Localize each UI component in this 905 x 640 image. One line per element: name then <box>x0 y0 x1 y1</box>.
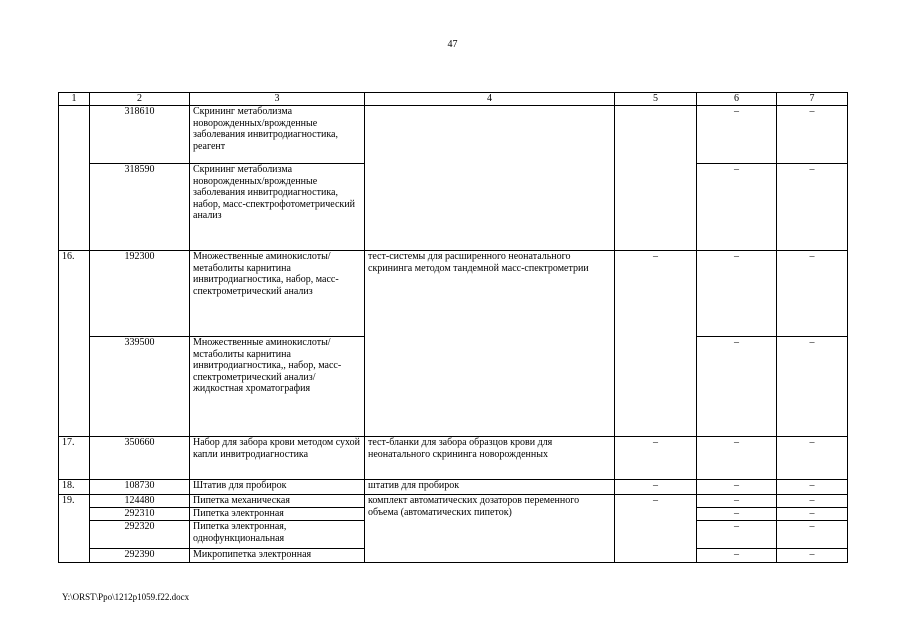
code-cell: 318590 <box>90 164 190 251</box>
row-number-cell <box>59 106 90 251</box>
col5-cell: – <box>615 495 697 563</box>
table-row <box>59 106 848 164</box>
header-cell: 2 <box>90 93 190 106</box>
col6-cell: – <box>697 251 777 337</box>
col7-cell: – <box>777 337 848 437</box>
row-number-cell: 19. <box>59 495 90 563</box>
page-number: 47 <box>447 39 458 50</box>
table-row <box>59 480 848 495</box>
col6-cell: – <box>697 549 777 563</box>
code-cell: 350660 <box>90 437 190 480</box>
col7-cell: – <box>777 549 848 563</box>
col6-cell: – <box>697 337 777 437</box>
col7-cell: – <box>777 480 848 495</box>
table-header-row <box>59 93 848 106</box>
name-cell: Микропипетка электронная <box>190 549 365 563</box>
col6-cell: – <box>697 521 777 549</box>
header-cell: 6 <box>697 93 777 106</box>
code-cell: 192300 <box>90 251 190 337</box>
code-cell: 292320 <box>90 521 190 549</box>
footer-file-path: Y:\ORST\Ppo\1212p1059.f22.docx <box>62 592 190 602</box>
col6-cell: – <box>697 437 777 480</box>
header-cell: 1 <box>59 93 90 106</box>
name-cell: Скрининг метаболизма новорожденных/врожденные заболевания инвитродиагностика, набор, масс-спектрофотометрический анализ <box>190 164 365 251</box>
name-cell: Множественные аминокислоты/метаболиты карнитина инвитродиагностика, набор, масс-спектрометрический анализ <box>190 251 365 337</box>
col7-cell: – <box>777 164 848 251</box>
col6-cell: – <box>697 164 777 251</box>
col6-cell: – <box>697 106 777 164</box>
col7-cell: – <box>777 508 848 521</box>
col7-cell: – <box>777 495 848 508</box>
description-cell: комплект автоматических дозаторов переменного объема (автоматических пипеток) <box>365 495 615 563</box>
row-number-cell: 18. <box>59 480 90 495</box>
name-cell: Множественные аминокислоты/мстаболиты карнитина инвитродиагностика,, набор, масс-спектрометрический анализ/жидкостная хроматография <box>190 337 365 437</box>
col5-cell: – <box>615 437 697 480</box>
document-table <box>58 92 848 563</box>
row-number-cell: 16. <box>59 251 90 437</box>
row-number-cell: 17. <box>59 437 90 480</box>
name-cell: Скрининг метаболизма новорожденных/врожденные заболевания инвитродиагностика, реагент <box>190 106 365 164</box>
description-cell: тест-системы для расширенного неонатального скрининга методом тандемной масс-спектрометрии <box>365 251 615 437</box>
code-cell: 292310 <box>90 508 190 521</box>
name-cell: Штатив для пробирок <box>190 480 365 495</box>
col5-cell: – <box>615 251 697 437</box>
code-cell: 108730 <box>90 480 190 495</box>
code-cell: 124480 <box>90 495 190 508</box>
description-cell: штатив для пробирок <box>365 480 615 495</box>
header-cell: 3 <box>190 93 365 106</box>
col7-cell: – <box>777 437 848 480</box>
name-cell: Пипетка электронная, однофункциональная <box>190 521 365 549</box>
col7-cell: – <box>777 521 848 549</box>
col7-cell: – <box>777 106 848 164</box>
col6-cell: – <box>697 508 777 521</box>
table-row <box>59 495 848 508</box>
table-row <box>59 251 848 337</box>
table-row <box>59 437 848 480</box>
name-cell: Пипетка электронная <box>190 508 365 521</box>
col6-cell: – <box>697 495 777 508</box>
col5-cell <box>615 106 697 251</box>
header-cell: 5 <box>615 93 697 106</box>
col5-cell: – <box>615 480 697 495</box>
col6-cell: – <box>697 480 777 495</box>
header-cell: 4 <box>365 93 615 106</box>
name-cell: Пипетка механическая <box>190 495 365 508</box>
description-cell <box>365 106 615 251</box>
code-cell: 339500 <box>90 337 190 437</box>
name-cell: Набор для забора крови методом сухой капли инвитродиагностика <box>190 437 365 480</box>
header-cell: 7 <box>777 93 848 106</box>
code-cell: 318610 <box>90 106 190 164</box>
description-cell: тест-бланки для забора образцов крови для неонатального скрининга новорожденных <box>365 437 615 480</box>
col7-cell: – <box>777 251 848 337</box>
code-cell: 292390 <box>90 549 190 563</box>
